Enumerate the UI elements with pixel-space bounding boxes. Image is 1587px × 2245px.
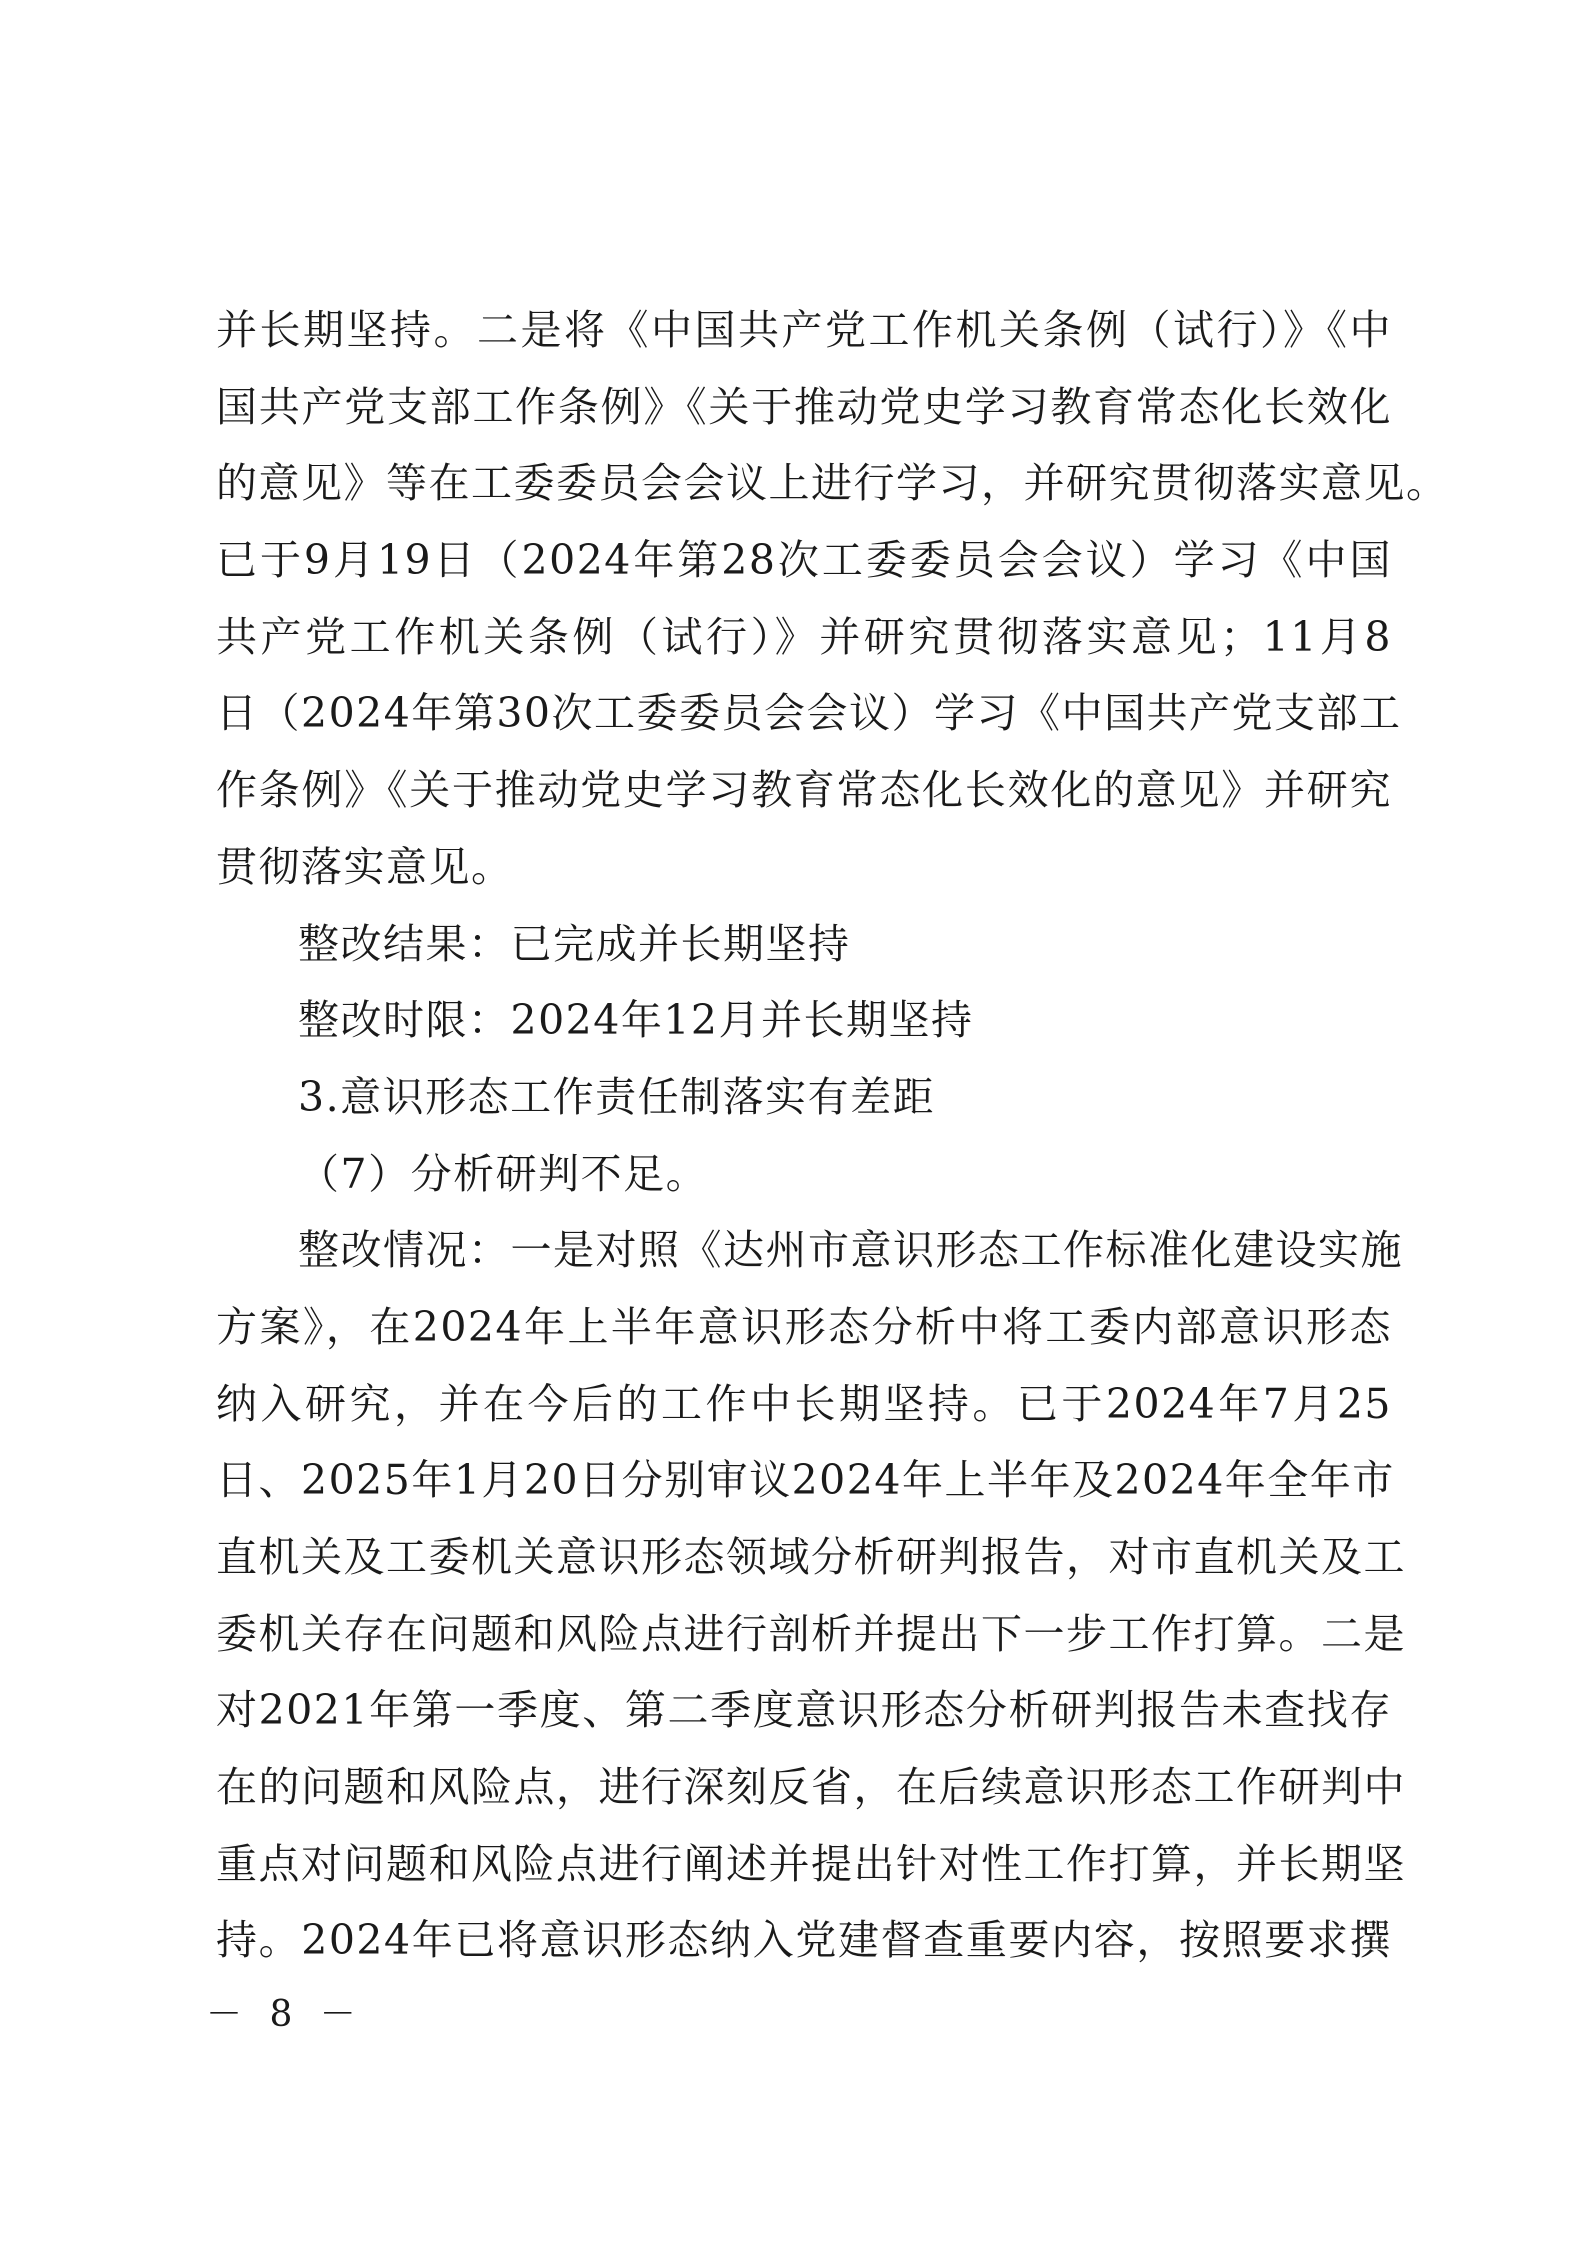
text-line: 对2021年第一季度、第二季度意识形态分析研判报告未查找存	[216, 1686, 1392, 1735]
text-line: 贯彻落实意见。	[216, 842, 514, 891]
text-line: 作条例》《关于推动党史学习教育常态化长效化的意见》并研究	[216, 766, 1392, 815]
rectification-deadline: 整改时限：2024年12月并长期坚持	[298, 996, 974, 1045]
text-line: 直机关及工委机关意识形态领域分析研判报告，对市直机关及工	[216, 1533, 1406, 1581]
text-line: 日、2025年1月20日分别审议2024年上半年及2024年全年市	[216, 1456, 1395, 1505]
text-line: 纳入研究，并在今后的工作中长期坚持。已于2024年7月25	[216, 1379, 1392, 1428]
body-text	[216, 292, 1449, 1979]
sub-item-heading: （7）分析研判不足。	[298, 1149, 709, 1198]
text-line: 持。2024年已将意识形态纳入党建督查重要内容，按照要求撰	[216, 1916, 1392, 1965]
text-line: 共产党工作机关条例（试行）》并研究贯彻落实意见；11月8	[216, 612, 1392, 661]
text-line: 日（2024年第30次工委委员会会议）学习《中国共产党支部工	[216, 689, 1402, 738]
text-line: 方案》，在2024年上半年意识形态分析中将工委内部意识形态	[216, 1302, 1392, 1351]
rectification-result: 整改结果：已完成并长期坚持	[298, 919, 851, 968]
page-number: － 8 －	[206, 1994, 364, 2035]
text-line: 国共产党支部工作条例》《关于推动党史学习教育常态化长效化	[216, 382, 1392, 431]
section-heading: 3.意识形态工作责任制落实有差距	[298, 1072, 936, 1121]
text-line: 并长期坚持。二是将《中国共产党工作机关条例（试行）》《中	[216, 306, 1392, 354]
text-line: 的意见》等在工委委员会会议上进行学习，并研究贯彻落实意见。	[216, 459, 1449, 508]
text-line: 委机关存在问题和风险点进行剖析并提出下一步工作打算。二是	[216, 1609, 1406, 1658]
text-line: 整改情况：一是对照《达州市意识形态工作标准化建设实施	[298, 1226, 1403, 1275]
text-line: 已于9月19日（2024年第28次工委委员会会议）学习《中国	[216, 536, 1392, 585]
text-line: 重点对问题和风险点进行阐述并提出针对性工作打算，并长期坚	[216, 1839, 1406, 1888]
text-line: 在的问题和风险点，进行深刻反省，在后续意识形态工作研判中	[216, 1763, 1406, 1812]
